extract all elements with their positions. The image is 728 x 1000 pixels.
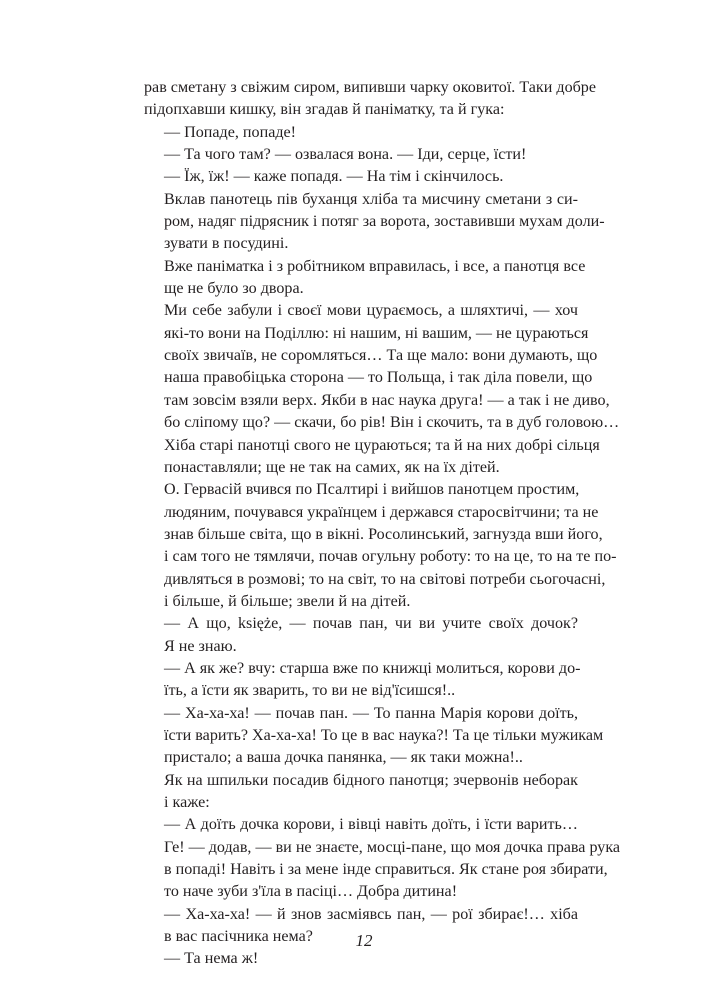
text-line: людяним, почувався українцем і держався старосвітчини; та не	[164, 503, 599, 521]
text-line: підопхавши кишку, він згадав й паніматку, та й гука:	[144, 101, 505, 119]
text-line: їсти варить? Ха-ха-ха! То це в вас наука?! Та це тільки мужикам	[164, 726, 604, 744]
text-line: — Попаде, попаде!	[164, 123, 297, 141]
text-line: і більше, й більше; звели й на дітей.	[164, 592, 411, 610]
text-line: — Ха-ха-ха! — й знов засміявсь пан, — рої збирає!… хіба	[164, 905, 578, 923]
paragraph	[144, 613, 578, 658]
text-line: Вже паніматка і з робітником вправилась, і все, а панотця все	[164, 257, 586, 275]
text-line: знав більше світа, що в вікні. Росолинський, загнузда вши його,	[164, 525, 603, 543]
text-line: ще не було зо двора.	[164, 280, 304, 298]
text-line: наша правобіцька сторона — то Польща, і так діла повели, що	[164, 369, 593, 387]
paragraph	[144, 77, 596, 122]
paragraph	[144, 256, 586, 301]
paragraph	[144, 814, 621, 903]
text-line: понаставляли; ще не так на самих, як на їх дітей.	[164, 458, 500, 476]
text-line: — Ха-ха-ха! — почав пан. — То панна Марія корови доїть,	[164, 704, 578, 722]
text-line: Ге! — додав, — ви не знаєте, мосці-пане, що моя дочка права рука	[164, 838, 621, 856]
paragraph	[144, 144, 578, 166]
text-line: в вас пасічника нема?	[164, 928, 313, 946]
text-line: там зовсім взяли верх. Якби в нас наука друга! — а так і не диво,	[164, 391, 610, 409]
body-text	[144, 77, 621, 971]
text-line: — Та нема ж!	[164, 950, 259, 968]
text-line: О. Гервасій вчився по Псалтирі і вийшов панотцем простим,	[164, 481, 580, 499]
text-line: пристало; а ваша дочка панянка, — як таки можна!..	[164, 749, 523, 767]
text-line: рав сметану з свіжим сиром, випивши чарку оковитої. Таки добре	[144, 79, 596, 96]
text-line: Вклав панотець пів буханця хліба та мисчину сметани з си-	[164, 190, 578, 208]
text-line: — Та чого там? — озвалася вона. — Іди, серце, їсти!	[164, 146, 527, 164]
paragraph	[144, 189, 605, 256]
text-line: — А доїть дочка корови, і вівці навіть доїть, і їсти варить…	[164, 816, 578, 834]
text-line: ром, надяг підрясник і потяг за ворота, зоставивши мухам доли-	[164, 213, 605, 231]
text-line: зувати в посудині.	[164, 235, 289, 253]
text-line: то наче зуби з'їла в пасіці… Добра дитина!	[164, 883, 458, 901]
paragraph	[144, 300, 620, 479]
paragraph	[144, 479, 617, 613]
text-line: які-то вони на Поділлю: ні нашим, ні вашим, — не цураються	[164, 324, 589, 342]
paragraph	[144, 166, 578, 188]
text-line: Ми себе забули і своєї мови цураємось, а шляхтичі, — хоч	[164, 302, 578, 320]
paragraph	[144, 658, 581, 703]
paragraph	[144, 770, 578, 815]
text-line: — Їж, їж! — каже попадя. — На тім і скінчилось.	[164, 168, 504, 186]
text-line: — А як же? вчу: старша вже по книжці молиться, корови до-	[164, 659, 581, 677]
text-line: в попаді! Навіть і за мене інде справиться. Як стане роя збирати,	[164, 861, 608, 879]
text-line: і каже:	[164, 794, 210, 811]
text-line: бо сліпому що? — скачи, бо рів! Він і скочить, та в дуб головою…	[164, 414, 620, 432]
page-number: 12	[355, 931, 373, 950]
text-line: — А що, księże, — почав пан, чи ви учите своїх дочок?	[164, 615, 578, 633]
text-line: Хіба старі панотці свого не цураються; та й на них добрі сільця	[164, 436, 600, 454]
paragraph	[144, 703, 604, 770]
text-line: дивляться в розмові; то на світ, то на світові потреби сьогочасні,	[164, 570, 606, 588]
text-line: Як на шпильки посадив бідного панотця; зчервонів неборак	[164, 771, 578, 789]
text-line: своїх звичаїв, не соромляться… Та ще мало: вони думають, що	[164, 347, 598, 365]
text-line: Я не знаю.	[164, 637, 237, 655]
paragraph	[144, 948, 578, 970]
text-line: і сам того не тямлячи, почав огульну роботу: то на це, то на те по-	[164, 548, 617, 566]
text-line: їть, а їсти як зварить, то ви не від'їсишся!..	[164, 682, 456, 700]
paragraph	[144, 122, 578, 144]
